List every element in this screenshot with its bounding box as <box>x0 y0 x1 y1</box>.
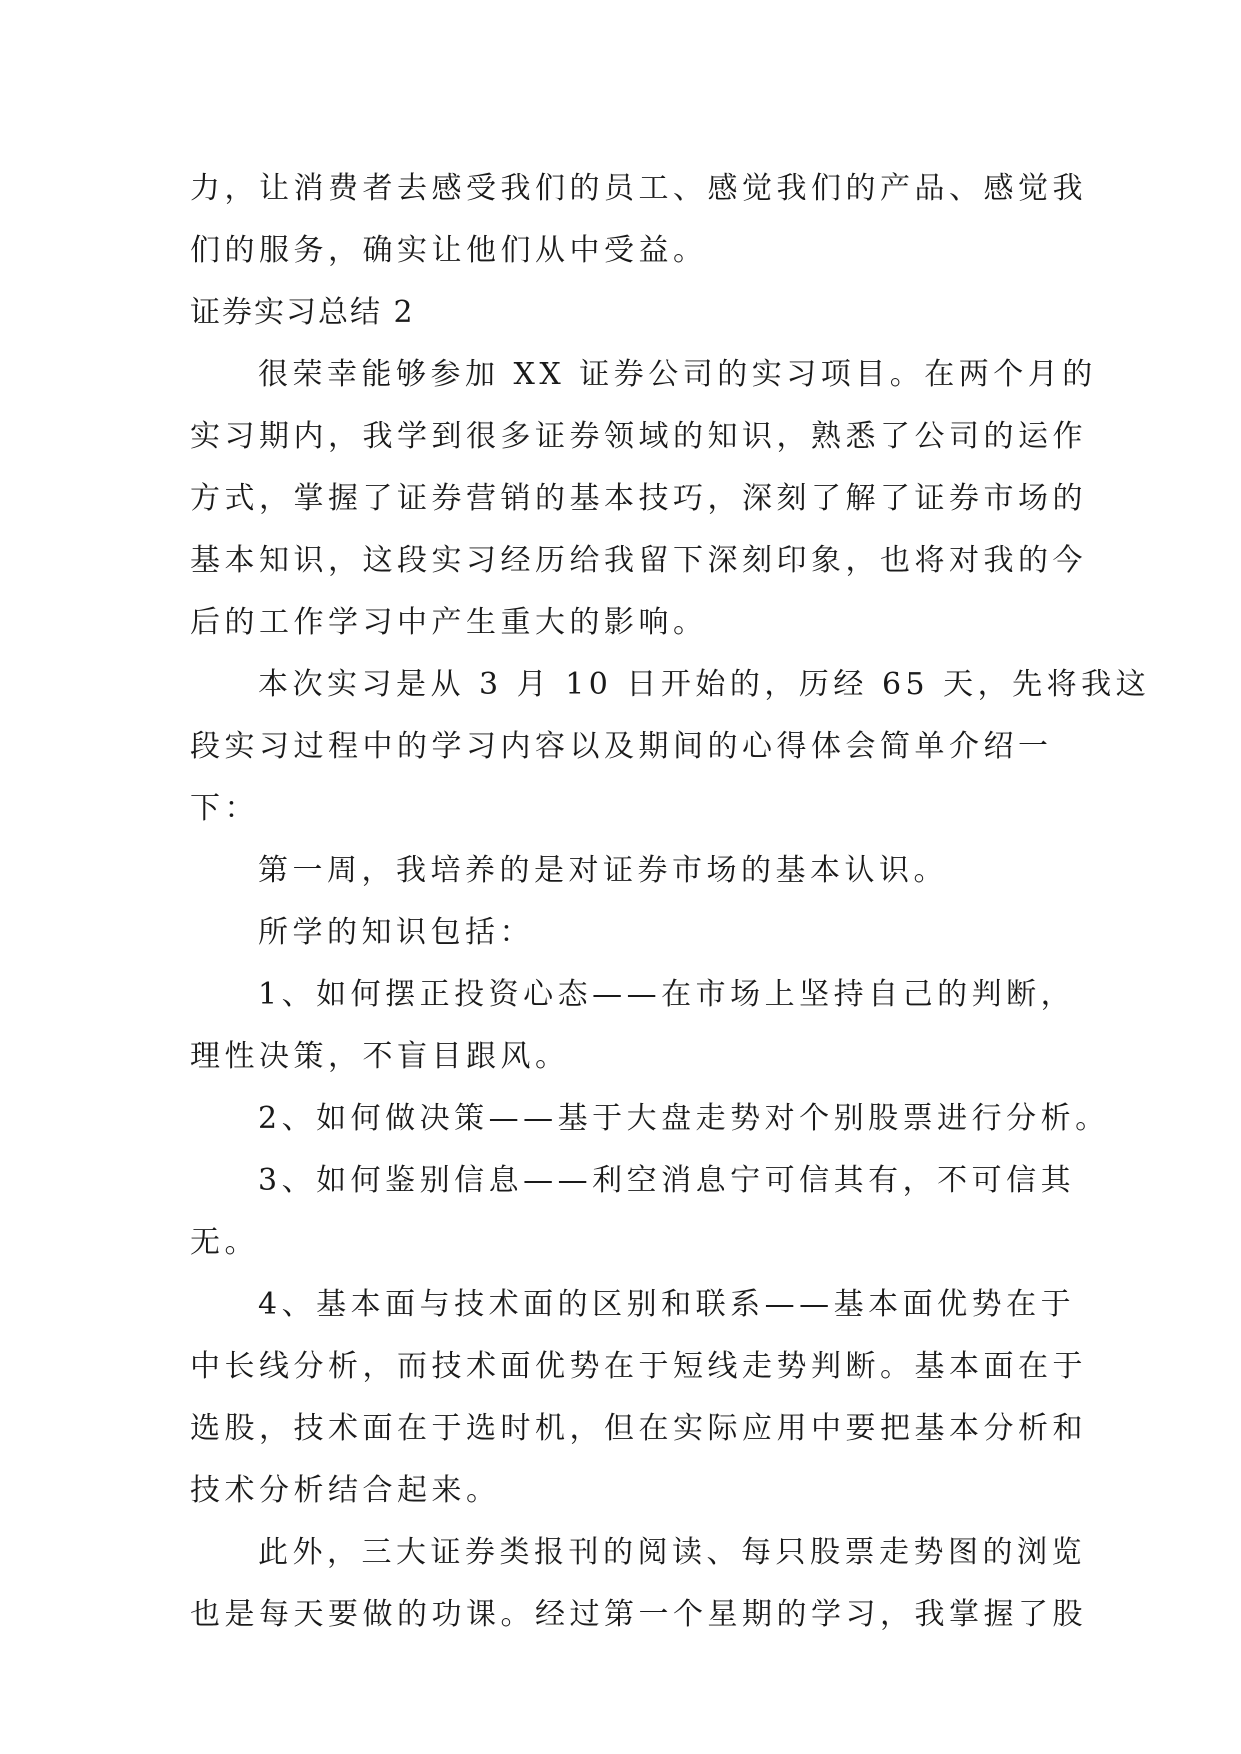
paragraph-line: 本次实习是从 3 月 10 日开始的，历经 65 天，先将我这 <box>258 667 1151 702</box>
section-heading: 证券实习总结 2 <box>190 295 415 330</box>
paragraph-line: 此外，三大证券类报刊的阅读、每只股票走势图的浏览 <box>258 1535 1086 1570</box>
paragraph-line: 所学的知识包括： <box>258 915 534 950</box>
list-item-line: 技术分析结合起来。 <box>190 1473 501 1508</box>
list-item-line: 4、基本面与技术面的区别和联系——基本面优势在于 <box>258 1287 1076 1322</box>
list-item-line: 中长线分析，而技术面优势在于短线走势判断。基本面在于 <box>190 1349 1087 1384</box>
document-body <box>190 158 1151 1646</box>
paragraph-line: 方式，掌握了证券营销的基本技巧，深刻了解了证券市场的 <box>190 481 1087 516</box>
paragraph-line: 们的服务，确实让他们从中受益。 <box>190 233 708 268</box>
paragraph-line: 第一周，我培养的是对证券市场的基本认识。 <box>258 853 948 888</box>
paragraph-line: 也是每天要做的功课。经过第一个星期的学习，我掌握了股 <box>190 1597 1087 1632</box>
list-item-line: 2、如何做决策——基于大盘走势对个别股票进行分析。 <box>258 1101 1110 1136</box>
paragraph-line: 下： <box>190 791 259 826</box>
list-item-line: 选股，技术面在于选时机，但在实际应用中要把基本分析和 <box>190 1411 1087 1446</box>
list-item-line: 无。 <box>190 1225 259 1260</box>
paragraph-line: 很荣幸能够参加 XX 证券公司的实习项目。在两个月的 <box>258 357 1097 392</box>
list-item-line: 理性决策，不盲目跟风。 <box>190 1039 570 1074</box>
paragraph-line: 实习期内，我学到很多证券领域的知识，熟悉了公司的运作 <box>190 419 1087 454</box>
paragraph-line: 段实习过程中的学习内容以及期间的心得体会简单介绍一 <box>190 729 1053 764</box>
paragraph-line: 力，让消费者去感受我们的员工、感觉我们的产品、感觉我 <box>190 171 1087 206</box>
list-item-line: 1、如何摆正投资心态——在市场上坚持自己的判断， <box>258 977 1076 1012</box>
list-item-line: 3、如何鉴别信息——利空消息宁可信其有，不可信其 <box>258 1163 1076 1198</box>
paragraph-line: 基本知识，这段实习经历给我留下深刻印象，也将对我的今 <box>190 543 1087 578</box>
paragraph-line: 后的工作学习中产生重大的影响。 <box>190 605 708 640</box>
